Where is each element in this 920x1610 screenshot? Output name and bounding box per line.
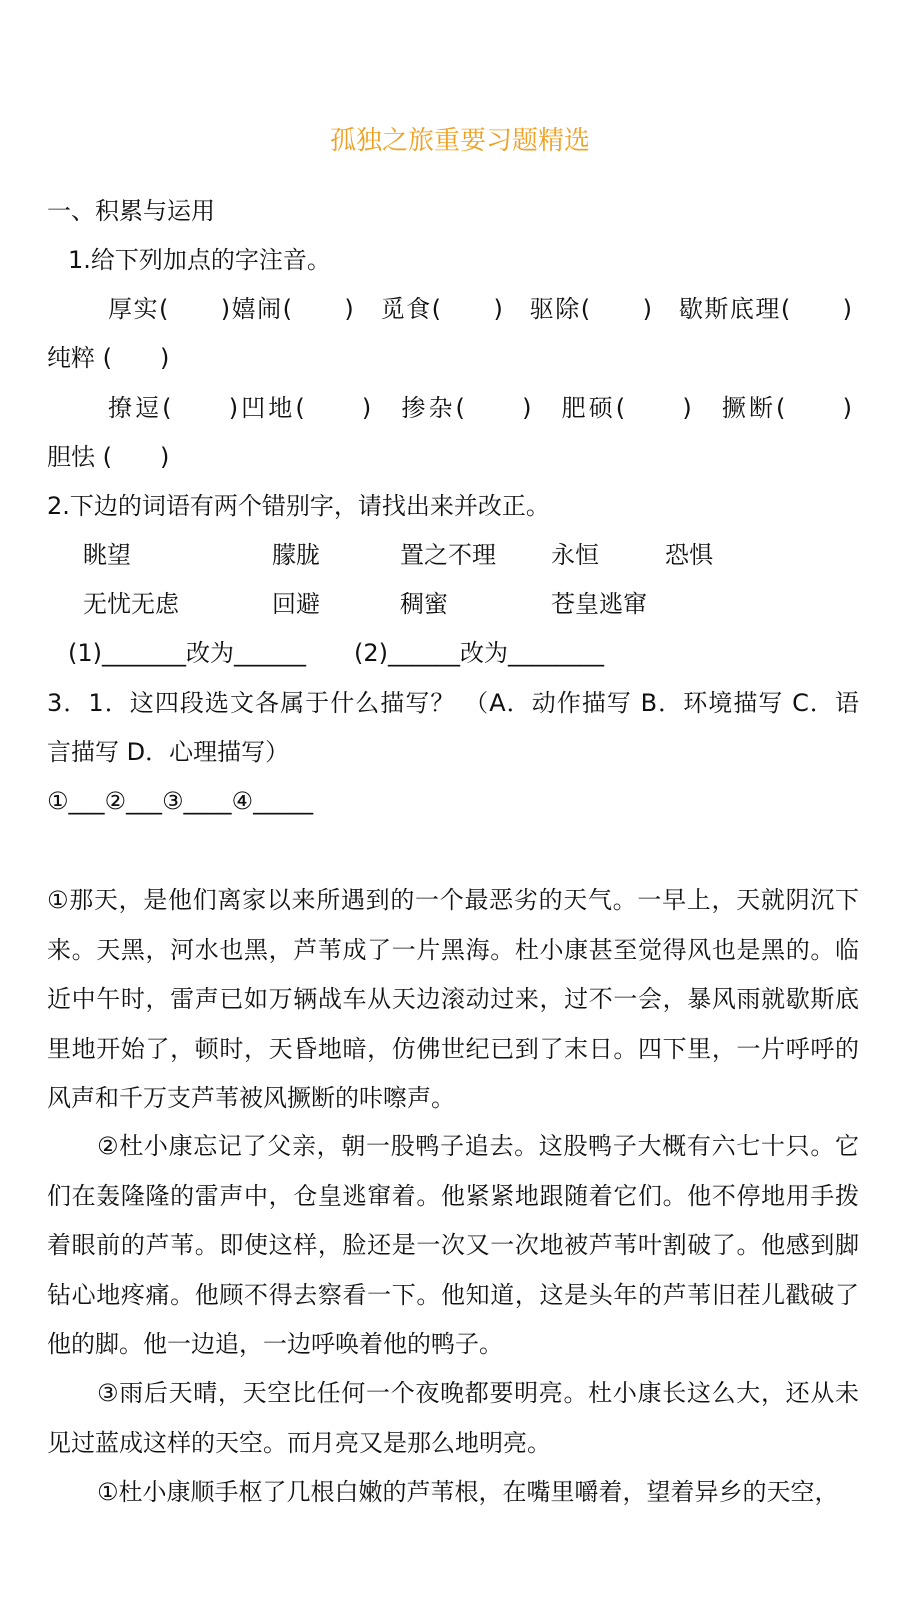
passage-3: ③雨后天晴，天空比任何一个夜晚都要明亮。杜小康长这么大，还从未见过蓝成这样的天空。而月亮又是那么地明亮。 xyxy=(47,1379,859,1457)
question-2-answer-blanks: (1)_______改为______ (2)______改为________ xyxy=(68,639,604,667)
word-item: 回避 xyxy=(272,590,320,618)
word-item: 永恒 xyxy=(551,541,599,569)
page-title: 孤独之旅重要习题精选 xyxy=(329,126,590,156)
word-item: 置之不理 xyxy=(400,541,496,569)
question-3-blanks: ①___②___③____④_____ xyxy=(47,787,314,815)
word-item: 无忧无虑 xyxy=(83,590,179,618)
passage-1: ①那天，是他们离家以来所遇到的一个最恶劣的天气。一早上，天就阴沉下来。天黑，河水也黑，芦苇成了一片黑海。杜小康甚至觉得风也是黑的。临近中午时，雷声已如万辆战车从天边滚动过来，过不一会，暴风雨就歇斯底里地开始了，顿时，天昏地暗，仿佛世纪已到了末日。四下里，一片呼呼的风声和千万支芦苇被风撅断的咔嚓声。 xyxy=(47,886,859,1112)
word-item: 朦胧 xyxy=(272,541,320,569)
section-heading: 一、积累与运用 xyxy=(47,197,215,225)
pinyin-row-1: 厚实( )嬉闹( ) 觅食( ) 驱除( ) 歇斯底理( ) xyxy=(108,295,852,323)
pinyin-row-2-cont: 胆怯 ( ) xyxy=(47,443,170,471)
word-item: 苍皇逃窜 xyxy=(551,590,647,618)
word-item: 稠蜜 xyxy=(400,590,448,618)
question-2-prompt: 2.下边的词语有两个错别字，请找出来并改正。 xyxy=(47,492,550,520)
passage-4: ①杜小康顺手枢了几根白嫩的芦苇根，在嘴里嚼着，望着异乡的天空， xyxy=(97,1478,839,1506)
question-1-prompt: 1.给下列加点的字注音。 xyxy=(68,246,331,274)
question-3-prompt-cont: 言描写 D．心理描写） xyxy=(47,738,290,766)
passage-2: ②杜小康忘记了父亲，朝一股鸭子追去。这股鸭子大概有六七十只。它们在轰隆隆的雷声中，仓皇逃窜着。他紧紧地跟随着它们。他不停地用手拨着眼前的芦苇。即使这样，脸还是一次又一次地被芦苇叶割破了。他感到脚钻心地疼痛。他顾不得去察看一下。他知道，这是头年的芦苇旧茬儿戳破了他的脚。他一边追，一边呼唤着他的鸭子。 xyxy=(47,1132,859,1358)
word-item: 恐惧 xyxy=(665,541,713,569)
pinyin-row-1-cont: 纯粹 ( ) xyxy=(47,344,170,372)
pinyin-row-2: 撩逗( )凹地( ) 掺杂( ) 肥硕( ) 撅断( ) xyxy=(108,394,852,422)
question-3-prompt: 3．1．这四段选文各属于什么描写？ （A．动作描写 B．环境描写 C．语 xyxy=(47,689,859,717)
word-item: 眺望 xyxy=(83,541,131,569)
